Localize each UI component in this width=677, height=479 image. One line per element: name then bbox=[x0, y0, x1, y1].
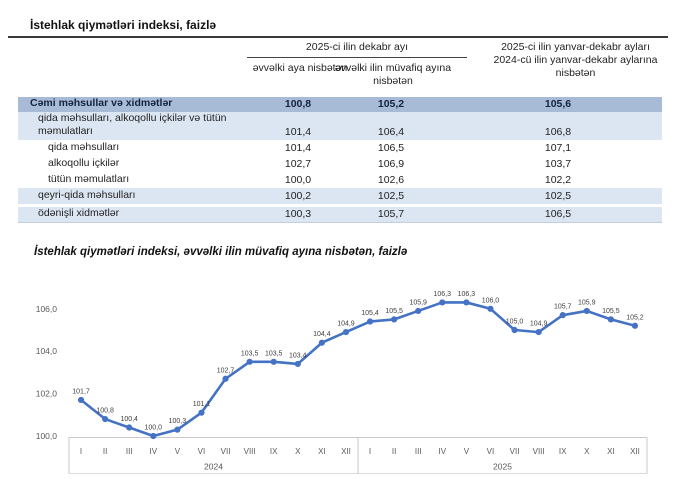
data-point-marker bbox=[415, 308, 421, 314]
month-tick-label: V bbox=[174, 447, 181, 456]
value-prev-year-month: 106,4 bbox=[377, 126, 405, 138]
data-point-label: 105,0 bbox=[505, 318, 524, 326]
value-jan-dec: 107,1 bbox=[544, 142, 572, 154]
year-tick-label: 2024 bbox=[204, 461, 223, 472]
data-point-marker bbox=[584, 308, 590, 314]
data-point-label: 106,3 bbox=[457, 290, 476, 298]
value-prev-month: 100,3 bbox=[284, 208, 312, 220]
table-title: İstehlak qiymətləri indeksi, faizlə bbox=[30, 18, 217, 32]
data-point-marker bbox=[439, 299, 445, 305]
data-point-marker bbox=[78, 397, 84, 403]
month-tick-label: XII bbox=[630, 447, 640, 456]
value-prev-month: 100,2 bbox=[284, 190, 312, 202]
data-point-label: 106,3 bbox=[433, 290, 452, 298]
y-axis-tick-label: 102,0 bbox=[35, 388, 57, 399]
data-point-marker bbox=[560, 312, 566, 318]
column-group-divider bbox=[247, 57, 467, 58]
column-header-prev-year-month: əvvəlki ilin müvafiq ayına nisbətən bbox=[334, 62, 452, 87]
table-row bbox=[18, 207, 662, 223]
value-jan-dec: 102,2 bbox=[544, 174, 572, 186]
value-prev-month: 100,8 bbox=[284, 98, 312, 110]
table-row bbox=[18, 140, 662, 156]
value-jan-dec: 103,7 bbox=[544, 158, 572, 170]
column-group-header-december: 2025-ci ilin dekabr ayı bbox=[305, 41, 409, 53]
data-point-label: 101,7 bbox=[72, 388, 90, 396]
data-point-label: 103,5 bbox=[264, 350, 283, 358]
row-label: qeyri-qida məhsulları bbox=[38, 189, 136, 201]
data-point-marker bbox=[536, 329, 542, 335]
month-tick-label: IV bbox=[438, 447, 447, 456]
month-tick-label: VIII bbox=[243, 447, 256, 456]
column-header-jan-dec: 2025-ci ilin yanvar-dekabr ayları 2024-cü ilin yanvar-dekabr aylarına nisbətən bbox=[493, 41, 658, 79]
data-point-marker bbox=[511, 327, 517, 333]
month-tick-label: IX bbox=[269, 447, 278, 456]
data-point-label: 104,9 bbox=[529, 320, 548, 328]
data-point-label: 105,4 bbox=[361, 310, 379, 318]
data-point-label: 105,2 bbox=[626, 314, 644, 322]
value-jan-dec: 105,6 bbox=[544, 98, 572, 110]
month-tick-label: II bbox=[391, 447, 397, 456]
month-tick-label: IX bbox=[558, 447, 567, 456]
month-tick-label: III bbox=[125, 447, 133, 456]
data-point-marker bbox=[319, 340, 325, 346]
cpi-line-series bbox=[81, 302, 635, 436]
data-point-marker bbox=[391, 316, 397, 322]
data-point-marker bbox=[150, 433, 156, 439]
value-prev-year-month: 102,6 bbox=[377, 174, 405, 186]
table-row bbox=[18, 156, 662, 172]
data-point-label: 104,4 bbox=[313, 331, 331, 339]
data-point-label: 106,0 bbox=[481, 297, 500, 305]
data-point-marker bbox=[608, 316, 614, 322]
month-tick-label: XI bbox=[318, 447, 326, 456]
value-prev-month: 102,7 bbox=[284, 158, 312, 170]
data-point-marker bbox=[271, 359, 277, 365]
month-tick-label: VI bbox=[197, 447, 206, 456]
value-prev-year-month: 105,7 bbox=[377, 208, 405, 220]
value-jan-dec: 106,5 bbox=[544, 208, 572, 220]
data-point-marker bbox=[126, 424, 132, 430]
chart-title: İstehlak qiymətləri indeksi, əvvəlki ilin müvafiq ayına nisbətən, faizlə bbox=[34, 246, 408, 258]
month-tick-label: VII bbox=[220, 447, 231, 456]
value-prev-month: 100,0 bbox=[284, 174, 312, 186]
row-label: ödənişli xidmətlər bbox=[38, 207, 120, 219]
data-point-label: 103,4 bbox=[289, 352, 307, 360]
data-point-marker bbox=[198, 410, 204, 416]
y-axis-tick-label: 106,0 bbox=[35, 303, 57, 314]
row-label: qida məhsulları, alkoqollu içkilər və tütün məmulatları bbox=[38, 112, 227, 137]
value-prev-year-month: 106,9 bbox=[377, 158, 405, 170]
month-tick-label: III bbox=[414, 447, 422, 456]
value-prev-month: 101,4 bbox=[284, 142, 312, 154]
data-point-label: 100,0 bbox=[144, 424, 163, 432]
y-axis-tick-label: 104,0 bbox=[35, 346, 57, 357]
month-tick-label: VIII bbox=[532, 447, 545, 456]
data-point-marker bbox=[632, 323, 638, 329]
data-point-marker bbox=[295, 361, 301, 367]
data-point-label: 105,7 bbox=[553, 303, 572, 311]
data-point-marker bbox=[463, 299, 469, 305]
data-point-marker bbox=[247, 359, 253, 365]
data-point-label: 102,7 bbox=[216, 367, 235, 375]
value-jan-dec: 106,8 bbox=[544, 126, 572, 138]
table-row bbox=[18, 188, 662, 204]
month-tick-label: I bbox=[368, 447, 372, 456]
data-point-marker bbox=[102, 416, 108, 422]
data-point-label: 101,1 bbox=[192, 401, 211, 409]
data-point-label: 105,9 bbox=[409, 299, 427, 307]
month-tick-label: II bbox=[102, 447, 108, 456]
month-tick-label: XII bbox=[341, 447, 351, 456]
data-point-label: 100,4 bbox=[120, 416, 138, 424]
month-tick-label: VII bbox=[509, 447, 520, 456]
data-point-label: 105,9 bbox=[578, 299, 596, 307]
row-label: tütün məmulatları bbox=[48, 173, 130, 185]
table-row bbox=[18, 112, 662, 140]
data-point-marker bbox=[174, 427, 180, 433]
y-axis-tick-label: 100,0 bbox=[35, 431, 57, 441]
month-tick-label: XI bbox=[607, 447, 615, 456]
cpi-line-chart bbox=[0, 265, 677, 479]
table-row bbox=[18, 172, 662, 188]
data-point-label: 100,8 bbox=[96, 407, 114, 415]
data-point-marker bbox=[222, 376, 228, 382]
value-prev-year-month: 105,2 bbox=[377, 98, 405, 110]
month-tick-label: IV bbox=[149, 447, 158, 456]
data-point-marker bbox=[367, 318, 373, 324]
value-jan-dec: 102,5 bbox=[544, 190, 572, 202]
month-tick-label: V bbox=[463, 447, 470, 456]
value-prev-year-month: 106,5 bbox=[377, 142, 405, 154]
table-row bbox=[18, 97, 662, 112]
column-header-prev-month: əvvəlki aya nisbətən bbox=[252, 62, 348, 74]
month-tick-label: VI bbox=[486, 447, 495, 456]
month-tick-label: X bbox=[295, 447, 301, 456]
data-point-label: 100,3 bbox=[168, 418, 187, 426]
month-tick-label: I bbox=[79, 447, 83, 456]
year-tick-label: 2025 bbox=[493, 461, 512, 472]
data-point-label: 103,5 bbox=[240, 350, 259, 358]
title-divider bbox=[8, 36, 668, 38]
data-point-marker bbox=[343, 329, 349, 335]
row-label: qida məhsulları bbox=[48, 141, 120, 153]
cpi-table bbox=[18, 97, 662, 223]
data-point-label: 104,9 bbox=[337, 320, 355, 328]
data-point-marker bbox=[487, 306, 493, 312]
month-tick-label: X bbox=[584, 447, 590, 456]
row-label: Cəmi məhsullar və xidmətlər bbox=[30, 97, 173, 109]
row-label: alkoqollu içkilər bbox=[48, 157, 120, 169]
value-prev-year-month: 102,5 bbox=[377, 190, 405, 202]
data-point-label: 105,5 bbox=[385, 307, 403, 315]
value-prev-month: 101,4 bbox=[284, 126, 312, 138]
data-point-label: 105,5 bbox=[602, 307, 620, 315]
